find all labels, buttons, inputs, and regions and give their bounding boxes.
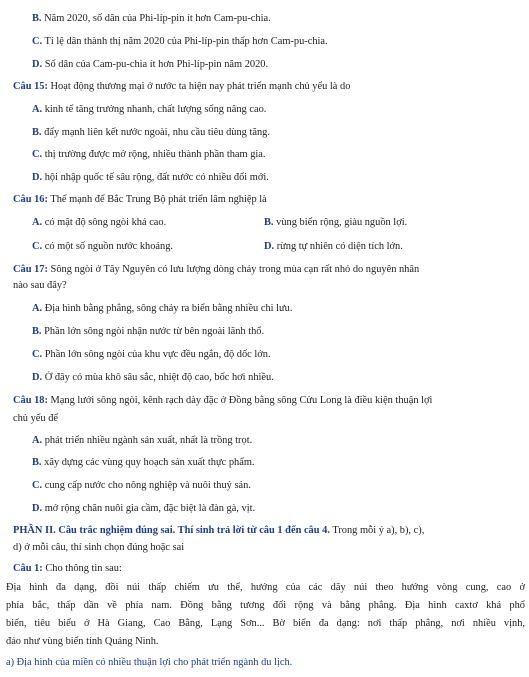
q16-option-b: B. vùng biển rộng, giàu nguồn lợi.	[264, 217, 408, 228]
q14-option-b: B. Năm 2020, số dân của Phi-líp-pin ít hơn Cam-pu-chia.	[32, 13, 271, 24]
q17-stem-continued: nào sau đây?	[13, 280, 67, 291]
q18-option-a: A. phát triển nhiều ngành sản xuất, nhất là trồng trọt.	[32, 435, 253, 446]
q15-option-b: B. đẩy mạnh liên kết nước ngoài, nhu cầu tiêu dùng tăng.	[32, 127, 270, 138]
q18-option-b: B. xây dựng các vùng quy hoạch sản xuất thực phẩm.	[32, 457, 255, 468]
q14-option-d: D. Số dân của Cam-pu-chia ít hơn Phi-líp-pin năm 2020.	[32, 59, 269, 70]
info-paragraph-line-4: đảo như vùng biển tỉnh Quảng Ninh.	[6, 636, 159, 647]
q18-option-c: C. cung cấp nước cho nông nghiệp và nuôi thuỷ sản.	[32, 480, 251, 491]
q16-stem: Câu 16: Thế mạnh để Bắc Trung Bộ phát triển lâm nghiệp là	[13, 194, 267, 205]
q16-option-d: D. rừng tự nhiên có diện tích lớn.	[264, 241, 403, 252]
q15-option-a: A. kinh tế tăng trưởng nhanh, chất lượng sống nâng cao.	[32, 104, 267, 115]
q18-stem: Câu 18: Mạng lưới sông ngòi, kênh rạch dày đặc ở Đồng bằng sông Cửu Long là điều kiện thuận lợi	[13, 395, 433, 406]
q17-option-d: D. Ở đây có mùa khô sâu sắc, nhiệt độ cao, bốc hơi nhiều.	[32, 372, 274, 383]
q1-item-a: a) Địa hình của miền có nhiều thuận lợi cho phát triển ngành du lịch.	[6, 657, 293, 668]
part-2-heading: PHẦN II. Câu trắc nghiệm đúng sai. Thí sinh trả lời từ câu 1 đến câu 4. Trong mỗi ý a), b), c),	[13, 525, 425, 536]
q17-option-a: A. Địa hình bằng phẳng, sông chảy ra biển bằng nhiều chi lưu.	[32, 303, 293, 314]
info-paragraph-line-3: biến, tiêu biểu ở Hà Giang, Cao Bằng, Lạng Sơn... Bờ biển đa dạng: nơi thấp phẳng, nơi nhiều vịnh,	[6, 618, 525, 629]
q17-option-c: C. Phần lớn sông ngòi của khu vực đều ngắn, độ dốc lớn.	[32, 349, 271, 360]
part-2-instruction: d) ở mỗi câu, thí sinh chọn đúng hoặc sai	[13, 542, 185, 553]
q1-stem: Câu 1: Cho thông tin sau:	[13, 563, 122, 574]
q14-option-c: C. Tỉ lệ dân thành thị năm 2020 của Phi-líp-pin thấp hơn Cam-pu-chia.	[32, 36, 328, 47]
info-paragraph-line-1: Địa hình đa dạng, đồi núi thấp chiếm ưu thế, hướng của các dãy núi theo hướng vòng cung, cao ở	[6, 582, 525, 593]
q17-option-b: B. Phần lớn sông ngòi nhận nước từ bên ngoài lãnh thổ.	[32, 326, 265, 337]
q16-option-a: A. có mật độ sông ngòi khá cao.	[32, 217, 167, 228]
q15-option-c: C. thị trường được mở rộng, nhiều thành phần tham gia.	[32, 149, 266, 160]
q17-stem: Câu 17: Sông ngòi ở Tây Nguyên có lưu lượng dòng chảy trong mùa cạn rất nhỏ do nguyên nhân	[13, 264, 420, 275]
info-paragraph-line-2: phía bắc, thấp dần về phía nam. Đồng bằng tương đối rộng và bằng phẳng. Địa hình caxtơ khá phổ	[6, 600, 525, 611]
q18-option-d: D. mở rộng chăn nuôi gia cầm, đặc biệt là đàn gà, vịt.	[32, 503, 256, 514]
q15-option-d: D. hội nhập quốc tế sâu rộng, đất nước có nhiều đổi mới.	[32, 172, 269, 183]
q15-stem: Câu 15: Hoạt động thương mại ở nước ta hiện nay phát triển mạnh chủ yếu là do	[13, 81, 351, 92]
q18-stem-continued: chủ yếu để	[13, 413, 59, 424]
q16-option-c: C. có một số nguồn nước khoáng.	[32, 241, 174, 252]
